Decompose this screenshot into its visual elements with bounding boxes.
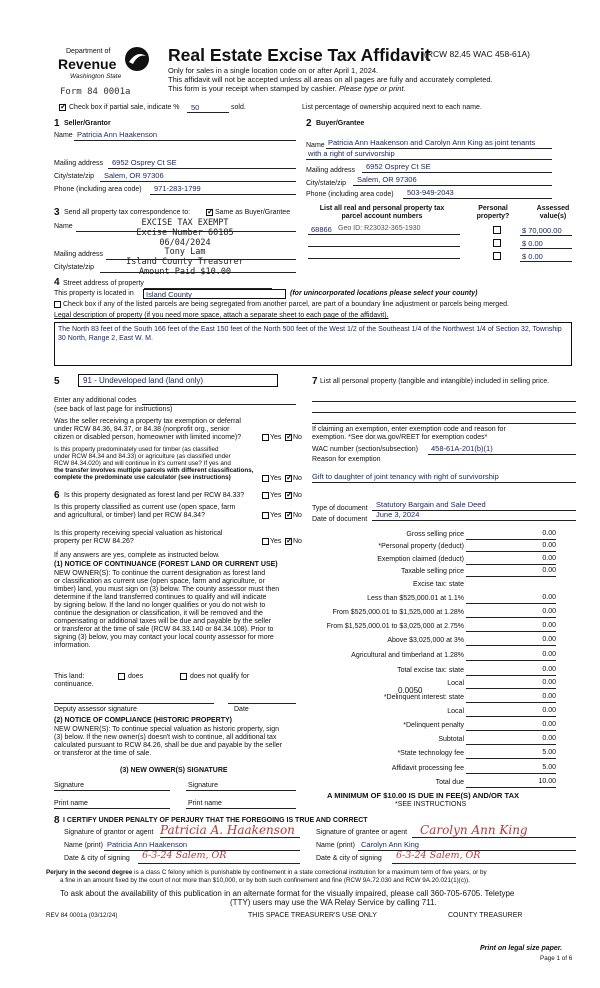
q-timber-3: RCW 84.34.020) and will continue in it's current use? If yes and <box>54 460 231 467</box>
personal-checkbox-2[interactable] <box>493 239 501 247</box>
doc-type-field[interactable]: Statutory Bargain and Sale Deed <box>376 500 486 509</box>
sec3-mail-label: Mailing address <box>54 251 104 258</box>
q-exemption-3: citizen or disabled person, homeowner with limited income)? <box>54 434 242 441</box>
seller-phone-label: Phone (including area code) <box>54 186 142 193</box>
grantee-date-field[interactable]: 6-3-24 Salem, OR <box>396 850 481 861</box>
grantee-name-field[interactable]: Carolyn Ann King <box>361 840 419 849</box>
tax-row-line <box>466 744 556 745</box>
stamp-line: EXCISE TAX EXEMPT <box>141 218 229 228</box>
grantor-date-label: Date & city of signing <box>64 855 130 862</box>
tax-row-label: *State technology fee <box>397 750 464 757</box>
access-line-2: (TTY) users may use the WA Relay Service by calling 711. <box>230 898 437 907</box>
tax-row-label: Subtotal <box>438 736 464 743</box>
timber-no-checkbox[interactable] <box>285 475 292 482</box>
tax-row-value[interactable]: 10.00 <box>538 778 556 785</box>
tax-row-label: Local <box>447 708 464 715</box>
dor-logo <box>58 46 154 86</box>
header-line-2: This affidavit will not be accepted unless all areas on all pages are fully and accurately completed. <box>168 75 493 84</box>
section-7-number: 7 <box>312 376 318 387</box>
deputy-date-label: Date <box>234 706 249 713</box>
buyer-heading: Buyer/Grantee <box>316 120 365 127</box>
exemption-note-1: If claiming an exemption, enter exemption code and reason for <box>312 426 506 433</box>
land-does-checkbox[interactable] <box>118 673 125 680</box>
partial-sale-label: Check box if partial sale, indicate % <box>69 104 180 111</box>
tax-row-line <box>466 564 556 565</box>
tax-row-line <box>466 730 556 731</box>
parcel-account-1[interactable]: 68866 <box>311 225 332 234</box>
current-use-no-checkbox[interactable] <box>285 512 292 519</box>
yes-label: Yes <box>270 538 282 545</box>
historic-yes-checkbox[interactable] <box>262 538 269 545</box>
tax-row-line <box>466 675 556 676</box>
notice-1-text: NEW OWNER(S): To continue the current designation as forest land or classification as current use (open space, farm and agriculture, or timber) land, you must sign on (3) below. The county assessor must then determine if the land transferred continues to qualify and will indicate by signing below. If the land no longer qualifies or you do not wish to continue the designation or classification, it will be removed and the compensating or additional taxes will be due and payable by the seller or transferor at the time of sale (RCW 84.33.140 or 84.34.108). Prior to signing (3) below, you may contact your local county assessor for more information. <box>54 570 280 650</box>
tax-row-value[interactable]: 0.00 <box>542 555 556 562</box>
tax-row-line <box>466 716 556 717</box>
tax-row-line <box>466 787 556 788</box>
tax-row-line <box>466 758 556 759</box>
if-yes-note: If any answers are yes, complete as instructed below. <box>54 552 220 559</box>
tax-row-line <box>466 603 556 604</box>
see-instructions: *SEE INSTRUCTIONS <box>395 801 467 808</box>
section-6-number: 6 <box>54 490 60 501</box>
yes-label: Yes <box>270 475 282 482</box>
grantor-name-label: Name (print) <box>64 842 103 849</box>
tax-row-value[interactable]: 0.00 <box>542 636 556 643</box>
seller-mail-field[interactable]: 6952 Osprey Ct SE <box>112 158 177 167</box>
seller-city-field[interactable]: Salem, OR 97306 <box>104 171 164 180</box>
certify-label: I CERTIFY UNDER PENALTY OF PERJURY THAT THE FOREGOING IS TRUE AND CORRECT <box>63 817 368 824</box>
footer-county-treasurer: COUNTY TREASURER <box>448 912 523 919</box>
footer-legal-paper: Print on legal size paper. <box>480 945 563 952</box>
located-label: This property is located in <box>54 290 134 297</box>
form-number: Form 84 0001a <box>60 87 131 97</box>
local-rate-field[interactable]: 0.0050 <box>398 686 423 695</box>
q-timber-2: under RCW 84.34 and 84.33) or agriculture (as classified under <box>54 453 231 460</box>
tax-row-value[interactable]: 0.00 <box>542 693 556 700</box>
tax-row-line <box>466 688 556 689</box>
legal-desc-label: Legal description of property (if you need more space, attach a separate sheet to each page of the affidavit). <box>54 312 389 319</box>
no-label: No <box>293 434 302 441</box>
tax-row-value[interactable]: 0.00 <box>542 567 556 574</box>
historic-no-checkbox[interactable] <box>285 538 292 545</box>
street-address-label: Street address of property <box>63 280 144 287</box>
stamp-line: Island County Treasurer <box>126 257 244 268</box>
sec3-city-label: City/state/zip <box>54 264 95 271</box>
county-select[interactable]: Island County <box>143 289 286 299</box>
sec3-name-label: Name <box>54 223 73 230</box>
tax-row-label: Total excise tax: state <box>397 667 464 674</box>
tax-row-value[interactable]: 0.00 <box>542 735 556 742</box>
q-timber-1: Is this property predominately used for timber (as classified <box>54 446 219 453</box>
tax-row-value[interactable]: 0.00 <box>542 542 556 549</box>
section-2-number: 2 <box>306 118 312 129</box>
buyer-mail-field[interactable]: 6952 Osprey Ct SE <box>366 162 431 171</box>
buyer-phone-field[interactable]: 503-949-2043 <box>407 188 454 197</box>
tax-row-label: Taxable selling price <box>400 568 464 575</box>
no-label: No <box>293 512 302 519</box>
minimum-notice: A MINIMUM OF $10.00 IS DUE IN FEE(S) AND/OR TAX <box>327 791 520 800</box>
seller-name-field[interactable]: Patricia Ann Haakenson <box>77 130 158 139</box>
additional-codes-hint: (see back of last page for instructions) <box>54 406 173 413</box>
tax-row-label: From $1,525,000.01 to $3,025,000 at 2.75% <box>326 623 464 630</box>
logo-dept: Department of <box>66 48 111 55</box>
tax-row-value[interactable]: 0.00 <box>542 622 556 629</box>
personal-header: Personal property? <box>476 205 510 221</box>
notice-3-heading: (3) NEW OWNER(S) SIGNATURE <box>120 767 228 774</box>
q-exemption-1: Was the seller receiving a property tax exemption or deferral <box>54 418 241 425</box>
partial-sale-pct[interactable]: 50 <box>191 103 200 112</box>
buyer-phone-label: Phone (including area code) <box>306 191 394 198</box>
doc-date-label: Date of document <box>312 516 368 523</box>
tax-row-value[interactable]: 0.00 <box>542 666 556 673</box>
tax-row-value[interactable]: 5.00 <box>542 749 556 756</box>
header-line-1: Only for sales in a single location code on or after April 1, 2024. <box>168 66 379 75</box>
grantor-date-field[interactable]: 6-3-24 Salem, OR <box>142 850 227 861</box>
owner-print-name-label: Print name <box>54 800 88 807</box>
seller-phone-field[interactable]: 971-283-1799 <box>154 184 201 193</box>
stamp-line: Tony Lam <box>164 247 206 258</box>
tax-row-value[interactable]: 0.00 <box>542 608 556 615</box>
section-1-number: 1 <box>54 118 60 129</box>
same-as-buyer-label: Same as Buyer/Grantee <box>215 209 291 216</box>
assessed-header: Assessed value(s) <box>536 205 570 221</box>
footer-rev: REV 84 0001a (03/12/24) <box>46 912 118 919</box>
reason-label: Reason for exemption <box>312 456 381 463</box>
section-8-number: 8 <box>54 815 60 826</box>
q-current-use-1: Is this property classified as current use (open space, farm <box>54 504 236 511</box>
ownership-note: List percentage of ownership acquired next to each name. <box>302 104 482 111</box>
no-label: No <box>293 475 302 482</box>
buyer-name-field[interactable]: Patricia Ann Haakenson and Carolyn Ann King as joint tenants <box>328 138 536 147</box>
perjury-line-1: Perjury in the second degree <box>46 869 133 876</box>
segregated-checkbox[interactable] <box>54 301 61 308</box>
seller-mail-label: Mailing address <box>54 160 104 167</box>
tax-row-line <box>466 539 556 540</box>
tax-row-line <box>466 645 556 646</box>
personal-property-label: List all personal property (tangible and intangible) included in selling price. <box>320 378 550 385</box>
tax-row-value[interactable]: 0.00 <box>542 721 556 728</box>
uninc-note: (for unincorporated locations please select your county) <box>290 290 478 297</box>
buyer-name-label: Name <box>306 142 325 149</box>
yes-label: Yes <box>270 434 282 441</box>
segregated-label: Check box if any of the listed parcels are being segregated from another parcel, are part of a boundary line adjustment or parcels being merged. <box>63 301 509 308</box>
stamp-line: Excise Number 60185 <box>136 227 234 238</box>
section-5-number: 5 <box>54 376 60 387</box>
tax-row-value[interactable]: 0.00 <box>542 707 556 714</box>
grantee-name-label: Name (print) <box>316 842 355 849</box>
q-timber-4: the transfer involves multiple parcels with different classifications, <box>54 467 254 474</box>
parcel-value-2[interactable]: $ 0.00 <box>522 239 543 248</box>
footer-treasurer-space: THIS SPACE TREASURER'S USE ONLY <box>248 912 377 919</box>
owner-signature-label-2: Signature <box>188 782 218 789</box>
tax-row-label: From $525,000.01 to $1,525,000 at 1.28% <box>332 609 464 616</box>
no-label: No <box>293 538 302 545</box>
notice-2-text: NEW OWNER(S): To continue special valuation as historic property, sign (3) below. If the new owner(s) doesn't wish to continue, all additional tax calculated pursuant to RCW 84.26, shall be due and payable by the seller or transferor at the time of sale. <box>54 726 283 758</box>
parcels-header: List all real and personal property tax parcel account numbers <box>319 205 445 221</box>
tax-row-value[interactable]: 0.00 <box>542 679 556 686</box>
notice-1-heading: (1) NOTICE OF CONTINUANCE (FOREST LAND OR CURRENT USE) <box>54 561 278 568</box>
q-current-use-2: and agricultural, or timber) land per RCW 84.34? <box>54 512 205 519</box>
this-land-label: This land: <box>54 673 85 680</box>
tax-row-label: Exemption claimed (deduct) <box>377 556 464 563</box>
partial-sold-label: sold. <box>231 104 246 111</box>
tax-row-label: Agricultural and timberland at 1.28% <box>351 652 464 659</box>
reason-field[interactable]: Gift to daughter of joint tenancy with right of survivorship <box>312 472 499 481</box>
buyer-city-field[interactable]: Salem, OR 97306 <box>357 175 417 184</box>
partial-sale-checkbox[interactable] <box>59 104 66 111</box>
parcel-geo-1: Geo ID: R23032-365-1930 <box>338 225 421 232</box>
parcel-value-1[interactable]: $ 70,000.00 <box>522 226 562 235</box>
dor-swoosh-icon <box>124 46 150 72</box>
tax-row-label: Local <box>447 680 464 687</box>
tax-row-label: Total due <box>435 779 464 786</box>
perjury-line-1-rest <box>46 869 586 876</box>
logo-agency: Revenue <box>58 56 117 72</box>
additional-codes-label: Enter any additional codes <box>54 397 137 404</box>
access-line-1: To ask about the availability of this publication in an alternate format for the visually impaired, please call 360-705-6705. Teletype <box>60 889 515 898</box>
form-title: Real Estate Excise Tax Affidavit <box>168 45 431 65</box>
tax-row-line <box>466 773 556 774</box>
tax-row-value[interactable]: 0.00 <box>542 530 556 537</box>
parcel-value-3[interactable]: $ 0.00 <box>522 252 543 261</box>
stamp-line: 06/04/2024 <box>159 237 211 248</box>
seller-heading: Seller/Grantor <box>64 120 111 127</box>
personal-checkbox-3[interactable] <box>493 252 501 260</box>
perjury-rest-text: is a class C felony which is punishable by confinement in a state correctional institution for a maximum term of five years, or by <box>132 869 487 876</box>
tax-row-label: *Delinquent interest: state <box>383 694 464 701</box>
buyer-name-field-2[interactable]: with a right of survivorship <box>308 149 395 158</box>
tax-row-label: Excise tax: state <box>413 581 464 588</box>
q-timber-5: complete the predominate use calculator (see instructions) <box>54 474 231 481</box>
tax-row-label: Gross selling price <box>406 531 464 538</box>
legal-description-field[interactable]: The North 83 feet of the South 166 feet of the East 150 feet of the North 500 feet of the West 1/2 of the Southeast 1/4 of the Northwest 1/4 of Section 32, Township 30 North, Range 2, East W. M. <box>54 322 572 366</box>
buyer-city-label: City/state/zip <box>306 180 347 187</box>
excise-exempt-stamp <box>120 219 250 278</box>
perjury-line-2: a fine in an amount fixed by the court of not more than $10,000, or by both such confinement and fine (RCW 9A.72.030 and RCW 9A.20.021(1)(c)). <box>60 877 470 884</box>
timber-yes-checkbox[interactable] <box>262 475 269 482</box>
logo-state: Washington State <box>70 73 122 80</box>
does-label: does <box>128 673 144 680</box>
wac-label: WAC number (section/subsection) <box>312 446 418 453</box>
q-historic-1: Is this property receiving special valuation as historical <box>54 530 223 537</box>
current-use-yes-checkbox[interactable] <box>262 512 269 519</box>
doc-type-label: Type of document <box>312 505 368 512</box>
deputy-signature-label: Deputy assessor signature <box>54 706 137 713</box>
tax-row-line <box>466 617 556 618</box>
grantor-name-field[interactable]: Patricia Ann Haakenson <box>107 840 188 849</box>
land-does-not-checkbox[interactable] <box>180 673 187 680</box>
notice-2-heading: (2) NOTICE OF COMPLIANCE (HISTORIC PROPERTY) <box>54 717 232 724</box>
section-3-number: 3 <box>54 207 60 218</box>
wac-field[interactable]: 458-61A-201(b)(1) <box>431 444 493 453</box>
form-statute: (RCW 82.45 WAC 458-61A) <box>424 49 530 59</box>
seller-city-label: City/state/zip <box>54 173 95 180</box>
exemption-note-2: exemption. *See dor.wa.gov/REET for exemption codes* <box>312 434 488 441</box>
doc-date-field[interactable]: June 3, 2024 <box>376 510 420 519</box>
tax-row-label: Above $3,025,000 at 3% <box>387 637 464 644</box>
owner-signature-label: Signature <box>54 782 84 789</box>
q-forest: Is this property designated as forest land per RCW 84.33? <box>64 492 245 499</box>
tax-row-line <box>466 576 556 577</box>
footer-page: Page 1 of 6 <box>540 955 573 962</box>
exemption-no-checkbox[interactable] <box>285 434 292 441</box>
tax-row-label: *Delinquent penalty <box>403 722 464 729</box>
continuance-label: continuance. <box>54 681 94 688</box>
yes-label: Yes <box>270 512 282 519</box>
tax-row-label: *Personal property (deduct) <box>378 543 464 550</box>
tax-row-line <box>466 660 556 661</box>
owner-print-name-label-2: Print name <box>188 800 222 807</box>
forest-yes-checkbox[interactable] <box>262 492 269 499</box>
grantee-date-label: Date & city of signing <box>316 855 382 862</box>
header-line-3: This form is your receipt when stamped by cashier. Please type or print. <box>168 84 406 93</box>
no-label: No <box>293 492 302 499</box>
tax-row-value[interactable]: 5.00 <box>542 764 556 771</box>
exemption-yes-checkbox[interactable] <box>262 434 269 441</box>
tax-row-value[interactable]: 0.00 <box>542 594 556 601</box>
personal-checkbox-1[interactable] <box>493 226 501 234</box>
grantee-signature[interactable]: Carolyn Ann King <box>420 823 528 837</box>
grantee-sig-label: Signature of grantee or agent <box>316 829 408 836</box>
tax-row-line <box>466 631 556 632</box>
tax-row-value[interactable]: 0.00 <box>542 651 556 658</box>
q-exemption-2: under RCW 84.36, 84.37, or 84.38 (nonprofit org., senior <box>54 426 230 433</box>
tax-row-label: Less than $525,000.01 at 1.1% <box>367 595 464 602</box>
land-use-select[interactable]: 91 - Undeveloped land (land only) <box>78 374 278 387</box>
forest-no-checkbox[interactable] <box>285 492 292 499</box>
same-as-buyer-checkbox[interactable] <box>206 209 213 216</box>
stamp-line: Amount Paid $10.00 <box>138 266 232 277</box>
q-historic-2: property per RCW 84.26? <box>54 538 134 545</box>
tax-row-label: Affidavit processing fee <box>391 765 464 772</box>
tax-row-line <box>466 702 556 703</box>
grantor-signature[interactable]: Patricia A. Haakenson <box>160 823 295 837</box>
section-4-number: 4 <box>54 277 60 288</box>
sec3-label: Send all property tax correspondence to: <box>64 209 191 216</box>
tax-row-line <box>466 551 556 552</box>
grantor-sig-label: Signature of grantor or agent <box>64 829 154 836</box>
yes-label: Yes <box>270 492 282 499</box>
does-not-label: does not qualify for <box>190 673 250 680</box>
seller-name-label: Name <box>54 132 73 139</box>
buyer-mail-label: Mailing address <box>306 167 356 174</box>
